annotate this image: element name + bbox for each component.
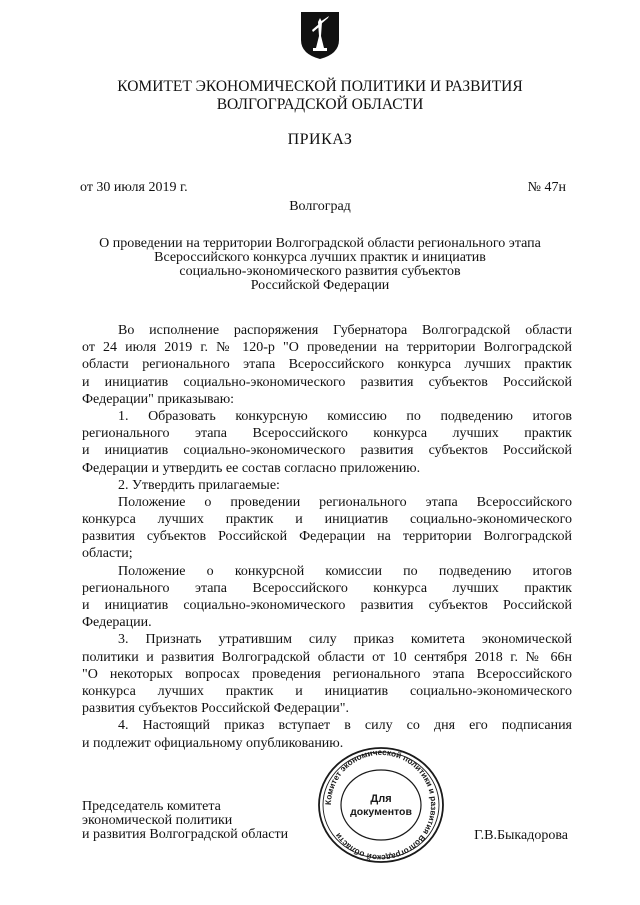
subject-line: О проведении на территории Волгоградской области регионального этапа xyxy=(99,236,541,251)
body-line: и инициатив социально-экономического развития субъектов Российской xyxy=(82,598,572,613)
order-number: № 47н xyxy=(527,180,566,195)
body-line: конкурса лучших практик и инициатив социально-экономического xyxy=(82,683,572,699)
order-body xyxy=(82,322,572,752)
body-line: области регионального этапа Всероссийского конкурса лучших практик xyxy=(82,357,572,373)
body-line: от 24 июля 2019 г. № 120-р "О проведении на территории Волгоградской xyxy=(82,340,572,356)
body-line: "О некоторых вопросах проведения регионального этапа Всероссийского xyxy=(82,666,572,682)
body-line: Положение о проведении регионального этапа Всероссийского xyxy=(118,494,572,510)
signer-position-line: Председатель комитета xyxy=(82,799,221,814)
body-line: 3. Признать утратившим силу приказ комитета экономической xyxy=(118,632,572,648)
official-stamp xyxy=(310,743,452,867)
body-line: и инициатив социально-экономического развития субъектов Российской xyxy=(82,443,572,459)
body-line: 2. Утвердить прилагаемые: xyxy=(118,477,280,493)
order-subject xyxy=(70,237,570,293)
stamp-center-line1: Для xyxy=(370,793,392,805)
body-line: 1. Образовать конкурсную комиссию по подведению итогов xyxy=(118,408,572,424)
body-line: и подлежит официальному опубликованию. xyxy=(82,735,344,751)
body-line: регионального этапа Всероссийского конкурса лучших практик xyxy=(82,426,572,442)
body-line: и инициатив социально-экономического развития субъектов Российской xyxy=(82,374,572,390)
body-line: регионального этапа Всероссийского конкурса лучших практик xyxy=(82,580,572,596)
coat-of-arms-emblem xyxy=(299,10,341,60)
body-line: Федерации. xyxy=(82,615,152,631)
subject-line: социально-экономического развития субъектов xyxy=(179,264,461,279)
document-title: ПРИКАЗ xyxy=(287,131,353,148)
committee-name-line2: ВОЛГОГРАДСКОЙ ОБЛАСТИ xyxy=(216,96,424,113)
stamp-center-line2: документов xyxy=(350,806,412,818)
body-line: Положение о конкурсной комиссии по подведению итогов xyxy=(118,563,572,579)
body-line: развития субъектов Российской Федерации на территории Волгоградской xyxy=(82,529,572,545)
body-line: 4. Настоящий приказ вступает в силу со дня его подписания xyxy=(118,718,572,734)
body-line: Федерации и утвердить ее состав согласно приложению. xyxy=(82,460,421,476)
body-line: политики и развития Волгоградской области от 10 сентября 2018 г. № 66н xyxy=(82,649,572,665)
committee-name-line1: КОМИТЕТ ЭКОНОМИЧЕСКОЙ ПОЛИТИКИ И РАЗВИТИЯ xyxy=(117,78,523,95)
body-line: развития субъектов Российской Федерации". xyxy=(82,701,349,717)
body-line: Во исполнение распоряжения Губернатора Волгоградской области xyxy=(118,323,572,338)
stamp-ring-text: Комитет экономической политики и развития Волгоградской области xyxy=(323,747,439,863)
signer-position xyxy=(82,800,288,842)
body-line: конкурса лучших практик и инициатив социально-экономического xyxy=(82,512,572,528)
signer-position-line: экономической политики xyxy=(82,813,233,828)
body-line: области; xyxy=(82,546,133,562)
body-line: Федерации" приказываю: xyxy=(82,391,235,407)
subject-line: Всероссийского конкурса лучших практик и инициатив xyxy=(154,250,486,265)
signer-position-line: и развития Волгоградской области xyxy=(82,827,289,842)
signer-name: Г.В.Быкадорова xyxy=(474,828,568,843)
order-date: от 30 июля 2019 г. xyxy=(80,180,188,195)
subject-line: Российской Федерации xyxy=(250,278,390,293)
order-city: Волгоград xyxy=(289,199,351,214)
